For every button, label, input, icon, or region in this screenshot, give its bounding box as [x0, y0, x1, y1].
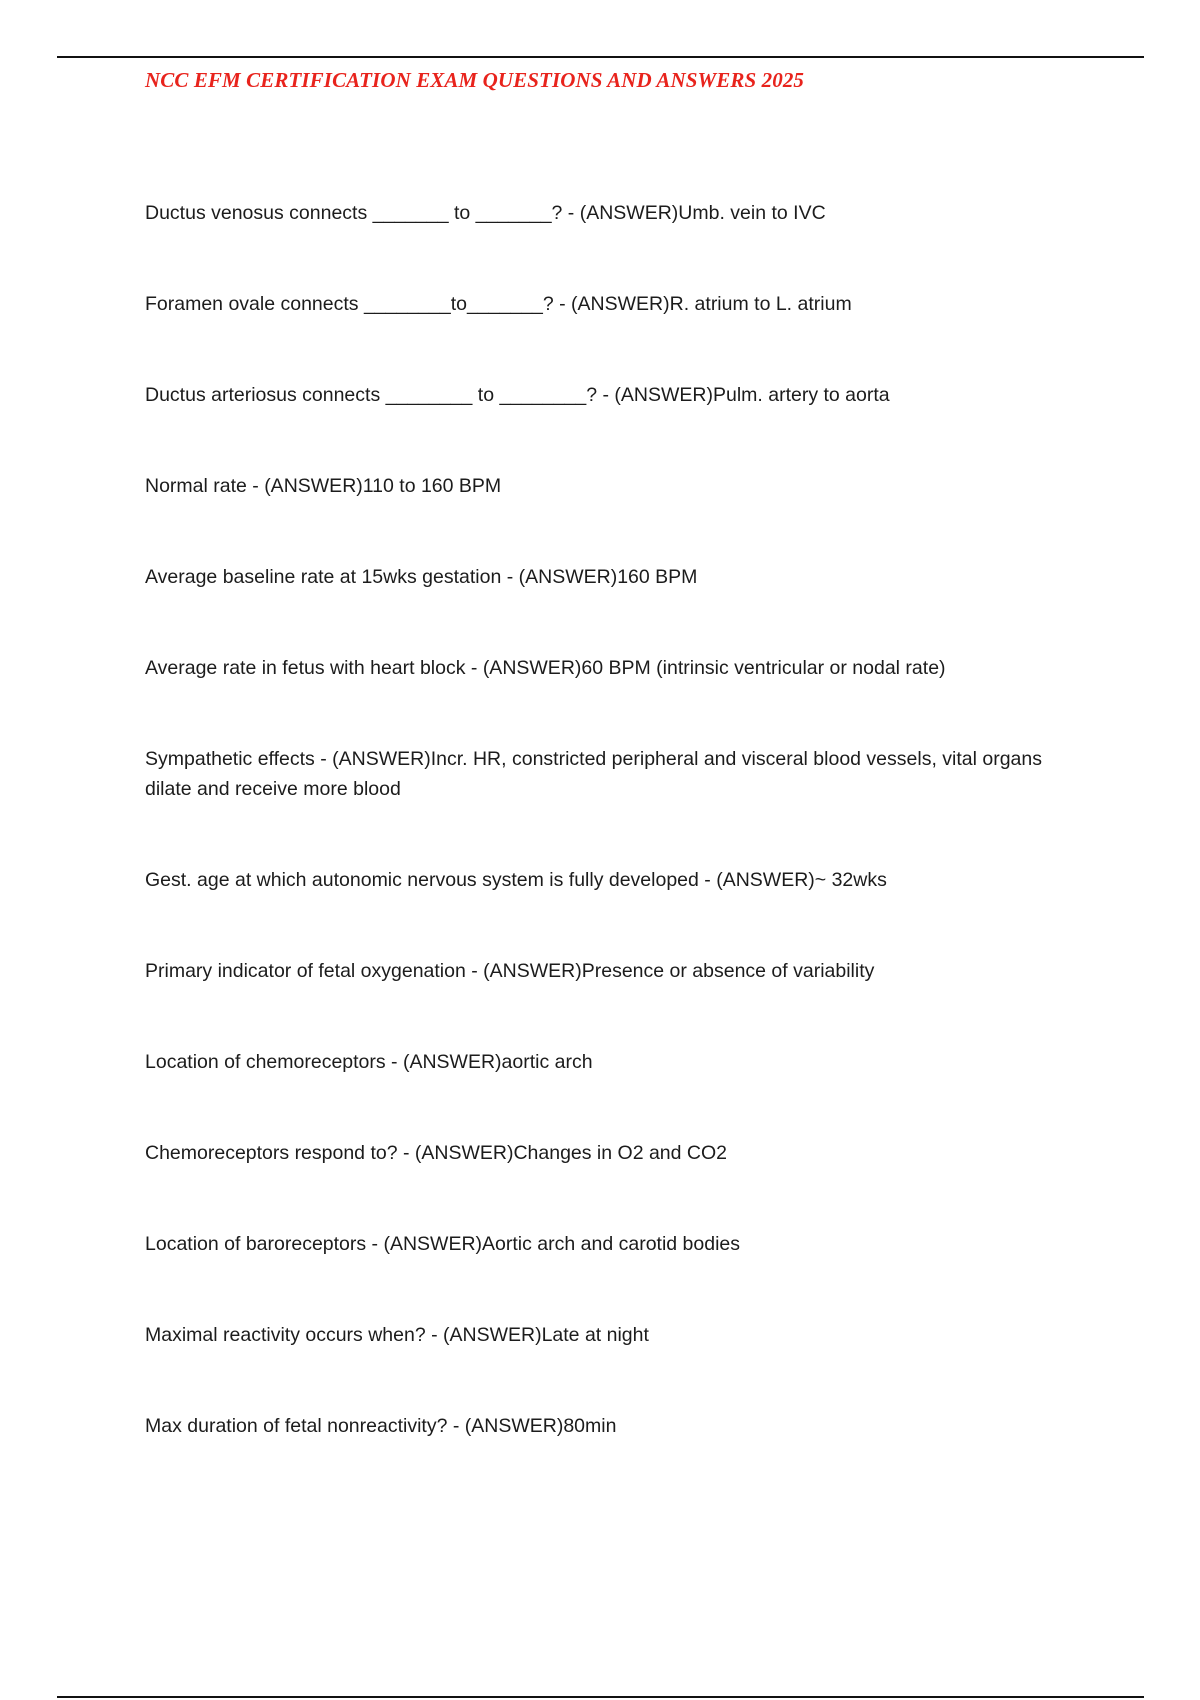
qa-item: [145, 198, 1090, 228]
qa-text: Chemoreceptors respond to? - (ANSWER)Changes in O2 and CO2: [145, 1142, 728, 1164]
qa-text: Average rate in fetus with heart block - (ANSWER)60 BPM (intrinsic ventricular or nodal rate): [145, 657, 946, 679]
document-title: NCC EFM CERTIFICATION EXAM QUESTIONS AND ANSWERS 2025: [145, 68, 805, 92]
qa-item: [145, 1047, 1090, 1077]
qa-item: [145, 380, 1090, 410]
qa-text: Average baseline rate at 15wks gestation - (ANSWER)160 BPM: [145, 566, 698, 588]
qa-text: Ductus arteriosus connects ________ to ________? - (ANSWER)Pulm. artery to aorta: [145, 384, 890, 406]
qa-text: Location of chemoreceptors - (ANSWER)aortic arch: [145, 1051, 593, 1073]
qa-item: [145, 1411, 1090, 1441]
qa-item: [145, 289, 1090, 319]
qa-item: [145, 653, 1090, 683]
qa-text: Gest. age at which autonomic nervous system is fully developed - (ANSWER)~ 32wks: [145, 869, 887, 891]
qa-text: Location of baroreceptors - (ANSWER)Aortic arch and carotid bodies: [145, 1233, 741, 1255]
qa-item: [145, 865, 1090, 895]
qa-item: [145, 471, 1090, 501]
qa-text: Max duration of fetal nonreactivity? - (ANSWER)80min: [145, 1415, 617, 1437]
qa-item: [145, 1229, 1090, 1259]
qa-item: [145, 1138, 1090, 1168]
top-rule: [57, 56, 1144, 58]
qa-text: Foramen ovale connects ________to_______? - (ANSWER)R. atrium to L. atrium: [145, 293, 852, 315]
qa-item: [145, 562, 1090, 592]
qa-text: Primary indicator of fetal oxygenation - (ANSWER)Presence or absence of variability: [145, 960, 875, 982]
bottom-rule: [57, 1696, 1144, 1698]
qa-text: Normal rate - (ANSWER)110 to 160 BPM: [145, 475, 502, 497]
qa-text: Maximal reactivity occurs when? - (ANSWER)Late at night: [145, 1324, 649, 1346]
qa-item: [145, 956, 1090, 986]
qa-text: Sympathetic effects - (ANSWER)Incr. HR, constricted peripheral and visceral blood vessels, vital organs dilate and receive more blood: [145, 748, 1042, 800]
qa-text: Ductus venosus connects _______ to _______? - (ANSWER)Umb. vein to IVC: [145, 202, 826, 224]
qa-item: [145, 744, 1090, 804]
qa-item: [145, 1320, 1090, 1350]
